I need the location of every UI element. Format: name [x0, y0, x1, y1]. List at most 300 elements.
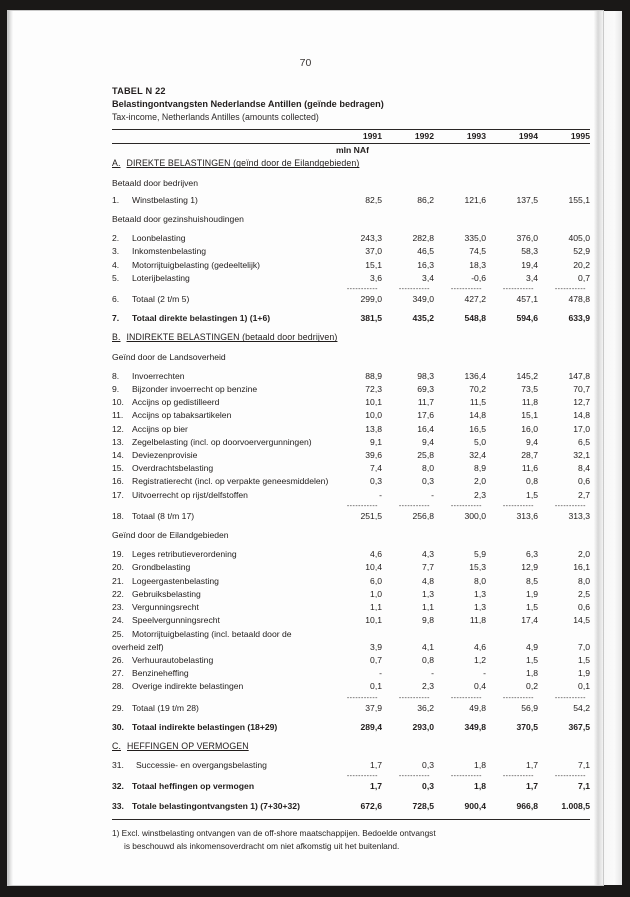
section-a-letter: A. [112, 158, 121, 169]
row-17-value-1995: 2,7 [578, 489, 590, 500]
row-19-value-1992: 4,3 [422, 549, 434, 560]
row-29-value-1994: 56,9 [521, 702, 538, 713]
row-33-value-1992: 728,5 [412, 800, 434, 811]
row-30-value-1993: 349,8 [464, 721, 486, 732]
row-28-value-1995: 0,1 [578, 681, 590, 692]
row-14-value-1993: 32,4 [469, 450, 486, 461]
table-row [112, 601, 590, 614]
unit-row [112, 144, 590, 158]
table-content [112, 85, 590, 853]
row-17-value-1993: 2,3 [474, 489, 486, 500]
row-24-value-1993: 11,8 [469, 615, 486, 626]
row-1-label: Winstbelasting 1) [132, 194, 198, 205]
dots-1993: ----------- [450, 694, 482, 702]
table-row [112, 680, 590, 693]
row-30-value-1991: 289,4 [360, 721, 382, 732]
row-13-value-1992: 9,4 [422, 436, 434, 447]
table-row [112, 370, 590, 383]
row-33-value-1993: 900,4 [464, 800, 486, 811]
footnote-line2: is beschouwd als inkomensoverdracht om niet afkomstig uit het buitenland. [124, 840, 400, 851]
row-13-number: 13. [112, 436, 124, 447]
row-8-value-1995: 147,8 [568, 370, 590, 381]
unit-label: mln NAf [336, 145, 369, 156]
row-28-label: Overige indirekte belastingen [132, 681, 244, 692]
row-23-value-1991: 1,1 [370, 602, 382, 613]
row-13-label: Zegelbelasting (incl. op doorvoervergunningen) [132, 436, 312, 447]
table-row [112, 702, 590, 715]
row-12-value-1994: 16,0 [521, 423, 538, 434]
row-31-value-1991: 1,7 [370, 760, 382, 771]
row-26-value-1992: 0,8 [422, 654, 434, 665]
row-20-label: Grondbelasting [132, 562, 191, 573]
row-6-label: Totaal (2 t/m 5) [132, 294, 190, 305]
table-row [112, 654, 590, 667]
row-8-label: Invoerrechten [132, 370, 185, 381]
table-row [112, 575, 590, 588]
row-22-value-1995: 2,5 [578, 588, 590, 599]
row-29-value-1993: 49,8 [469, 702, 486, 713]
row-19-value-1994: 6,3 [526, 549, 538, 560]
row-2-label: Loonbelasting [132, 233, 186, 244]
dots-1994: ----------- [502, 502, 534, 510]
row-12-label: Accijns op bier [132, 423, 188, 434]
row-19-value-1991: 4,6 [370, 549, 382, 560]
row-11-value-1995: 14,8 [573, 410, 590, 421]
table-row [112, 462, 590, 475]
section-c-title: HEFFINGEN OP VERMOGEN [127, 740, 249, 751]
row-13-value-1993: 5,0 [474, 436, 486, 447]
row-25-value-1991: 3,9 [370, 641, 382, 652]
row-13-value-1995: 6,5 [578, 436, 590, 447]
row-29-value-1995: 54,2 [573, 702, 590, 713]
row-18-number: 18. [112, 510, 124, 521]
table-row [112, 272, 590, 285]
row-28-value-1994: 0,2 [526, 681, 538, 692]
section-b-letter: B. [112, 332, 121, 343]
row-29-value-1992: 36,2 [417, 702, 434, 713]
row-5-value-1995: 0,7 [578, 272, 590, 283]
row-32-value-1995: 7,1 [578, 781, 590, 792]
row-4-value-1992: 16,3 [417, 259, 434, 270]
row-10-number: 10. [112, 397, 124, 408]
row-18-label: Totaal (8 t/m 17) [132, 510, 195, 521]
row-21-value-1995: 8,0 [578, 575, 590, 586]
row-28-value-1993: 0,4 [474, 681, 486, 692]
row-21-value-1992: 4,8 [422, 575, 434, 586]
subtotal-separator [112, 285, 590, 293]
row-25-value-1994: 4,9 [526, 641, 538, 652]
row-3-value-1994: 58,3 [521, 246, 538, 257]
row-14-value-1992: 25,8 [417, 450, 434, 461]
row-6-value-1994: 457,1 [516, 294, 538, 305]
row-24-value-1992: 9,8 [422, 615, 434, 626]
subhead-collected-by-country-row [112, 351, 590, 364]
row-24-label: Speelvergunningsrecht [132, 615, 220, 626]
row-7-value-1995: 633,9 [568, 313, 590, 324]
row-27-value-1995: 1,9 [578, 668, 590, 679]
table-row [112, 396, 590, 409]
row-27-value-1992: - [431, 668, 434, 679]
row-1-value-1993: 121,6 [464, 194, 486, 205]
section-b-row [112, 331, 590, 344]
row-7-label: Totaal direkte belastingen 1) (1+6) [132, 313, 271, 324]
row-4-value-1991: 15,1 [365, 259, 382, 270]
row-10-label: Accijns op gedistilleerd [132, 397, 220, 408]
row-5-value-1992: 3,4 [422, 272, 434, 283]
row-15-value-1995: 8,4 [578, 463, 590, 474]
row-6-value-1995: 478,8 [568, 294, 590, 305]
dots-1994: ----------- [502, 773, 534, 781]
row-11-number: 11. [112, 410, 124, 421]
row-27-value-1991: - [379, 668, 382, 679]
row-13-value-1994: 9,4 [526, 436, 538, 447]
dots-1993: ----------- [450, 773, 482, 781]
row-10-value-1992: 11,7 [417, 397, 434, 408]
subhead-collected-by-islands-row [112, 529, 590, 542]
table-row [112, 800, 590, 813]
row-14-label: Deviezenprovisie [132, 450, 198, 461]
table-row [112, 721, 590, 734]
row-27-value-1994: 1,8 [526, 668, 538, 679]
header-year-1993: 1993 [466, 131, 486, 141]
row-25-value-1993: 4,6 [474, 641, 486, 652]
row-33-value-1994: 966,8 [516, 800, 538, 811]
table-title-nl: Belastingontvangsten Nederlandse Antillen (geïnde bedragen) [112, 99, 384, 109]
subhead-paid-by-households-row [112, 213, 590, 226]
section-c-row [112, 740, 590, 753]
row-11-value-1991: 10,0 [365, 410, 382, 421]
row-6-value-1993: 427,2 [464, 294, 486, 305]
row-11-value-1992: 17,6 [417, 410, 434, 421]
row-25-label-line2: overheid zelf) [112, 641, 164, 652]
row-24-number: 24. [112, 615, 124, 626]
subhead-paid-by-households: Betaald door gezinshuishoudingen [112, 214, 244, 225]
row-23-label: Vergunningsrecht [132, 602, 199, 613]
row-2-value-1991: 243,3 [360, 233, 382, 244]
row-19-number: 19. [112, 549, 124, 560]
row-1-value-1995: 155,1 [568, 194, 590, 205]
footnote-line1: 1) Excl. winstbelasting ontvangen van de off-shore maatschappijen. Bedoelde ontvangst [112, 827, 436, 838]
row-20-value-1994: 12,9 [521, 562, 538, 573]
row-12-value-1995: 17,0 [573, 423, 590, 434]
table-row [112, 510, 590, 523]
dots-1991: ----------- [346, 773, 378, 781]
row-9-value-1991: 72,3 [365, 384, 382, 395]
table-row [112, 449, 590, 462]
row-22-number: 22. [112, 588, 124, 599]
row-7-value-1991: 381,5 [360, 313, 382, 324]
header-year-1995: 1995 [570, 131, 590, 141]
row-19-value-1993: 5,9 [474, 549, 486, 560]
row-29-label: Totaal (19 t/m 28) [132, 702, 199, 713]
row-4-value-1995: 20,2 [573, 259, 590, 270]
row-5-label: Loterijbelasting [132, 272, 190, 283]
row-26-value-1991: 0,7 [370, 654, 382, 665]
table-row [112, 423, 590, 436]
row-18-value-1995: 313,3 [568, 510, 590, 521]
row-20-number: 20. [112, 562, 124, 573]
header-year-1991: 1991 [362, 131, 382, 141]
row-29-number: 29. [112, 702, 124, 713]
row-17-value-1994: 1,5 [526, 489, 538, 500]
dots-1995: ----------- [554, 286, 586, 294]
row-33-label: Totale belastingontvangsten 1) (7+30+32) [132, 800, 300, 811]
row-32-label: Totaal heffingen op vermogen [132, 781, 255, 792]
dots-1993: ----------- [450, 286, 482, 294]
table-row [112, 194, 590, 207]
row-15-value-1993: 8,9 [474, 463, 486, 474]
row-16-number: 16. [112, 476, 124, 487]
row-31-value-1992: 0,3 [422, 760, 434, 771]
footer-rule [112, 819, 590, 820]
row-25-value-1995: 7,0 [578, 641, 590, 652]
row-10-value-1994: 11,8 [521, 397, 538, 408]
row-28-value-1992: 2,3 [422, 681, 434, 692]
row-20-value-1992: 7,7 [422, 562, 434, 573]
row-5-value-1994: 3,4 [526, 272, 538, 283]
table-row [112, 561, 590, 574]
section-a-row [112, 157, 590, 170]
page-number: 70 [299, 57, 312, 69]
row-21-value-1993: 8,0 [474, 575, 486, 586]
row-12-value-1992: 16,4 [417, 423, 434, 434]
row-5-number: 5. [112, 272, 120, 283]
row-15-label: Overdrachtsbelasting [132, 463, 214, 474]
dots-1994: ----------- [502, 694, 534, 702]
row-16-value-1993: 2,0 [474, 476, 486, 487]
dots-1991: ----------- [346, 286, 378, 294]
row-10-value-1991: 10,1 [365, 397, 382, 408]
row-23-value-1993: 1,3 [474, 602, 486, 613]
subtotal-separator [112, 772, 590, 780]
row-19-label: Leges retributieverordening [132, 549, 237, 560]
row-30-value-1995: 367,5 [568, 721, 590, 732]
row-15-number: 15. [112, 463, 124, 474]
row-16-value-1994: 0,8 [526, 476, 538, 487]
table-row [112, 475, 590, 488]
row-5-value-1991: 3,6 [370, 272, 382, 283]
row-26-label: Verhuurautobelasting [132, 654, 214, 665]
row-3-label: Inkomstenbelasting [132, 246, 207, 257]
row-25-number: 25. [112, 628, 124, 639]
row-30-number: 30. [112, 721, 124, 732]
header-year-1994: 1994 [518, 131, 538, 141]
row-21-label: Logeergastenbelasting [132, 575, 219, 586]
table-row [112, 667, 590, 680]
row-2-value-1993: 335,0 [464, 233, 486, 244]
row-9-value-1993: 70,2 [469, 384, 486, 395]
row-1-value-1992: 86,2 [417, 194, 434, 205]
row-18-value-1991: 251,5 [360, 510, 382, 521]
row-20-value-1991: 10,4 [365, 562, 382, 573]
row-1-number: 1. [112, 194, 120, 205]
row-14-value-1995: 32,1 [573, 450, 590, 461]
row-9-value-1994: 73,5 [521, 384, 538, 395]
dots-1995: ----------- [554, 694, 586, 702]
row-8-value-1991: 88,9 [365, 370, 382, 381]
table-row [112, 614, 590, 627]
section-c-letter: C. [112, 740, 121, 751]
row-2-number: 2. [112, 233, 120, 244]
subhead-paid-by-companies: Betaald door bedrijven [112, 177, 198, 188]
row-8-value-1994: 145,2 [516, 370, 538, 381]
row-12-value-1991: 13,8 [365, 423, 382, 434]
row-2-value-1994: 376,0 [516, 233, 538, 244]
row-7-value-1993: 548,8 [464, 313, 486, 324]
table-row [112, 232, 590, 245]
row-25-label: Motorrijtuigbelasting (incl. betaald door de [132, 628, 292, 639]
row-31-value-1994: 1,7 [526, 760, 538, 771]
row-10-value-1995: 12,7 [573, 397, 590, 408]
table-row [112, 588, 590, 601]
row-19-value-1995: 2,0 [578, 549, 590, 560]
table-row [112, 245, 590, 258]
subhead-collected-by-country: Geïnd door de Landsoverheid [112, 351, 226, 362]
table-title-en: Tax-income, Netherlands Antilles (amounts collected) [112, 112, 319, 122]
row-31-value-1993: 1,8 [474, 760, 486, 771]
table-row-continuation [112, 641, 590, 654]
row-20-value-1995: 16,1 [573, 562, 590, 573]
dots-1992: ----------- [398, 773, 430, 781]
row-6-value-1992: 349,0 [412, 294, 434, 305]
column-header-row [112, 130, 590, 143]
row-29-value-1991: 37,9 [365, 702, 382, 713]
table-row [112, 628, 590, 641]
row-26-number: 26. [112, 654, 124, 665]
section-b-heading [112, 331, 590, 344]
row-32-value-1991: 1,7 [370, 781, 382, 792]
row-20-value-1993: 15,3 [469, 562, 486, 573]
row-10-value-1993: 11,5 [469, 397, 486, 408]
row-2-value-1995: 405,0 [568, 233, 590, 244]
row-11-label: Accijns op tabaksartikelen [132, 410, 232, 421]
row-8-value-1993: 136,4 [464, 370, 486, 381]
row-4-label: Motorrijtuigbelasting (gedeeltelijk) [132, 259, 261, 270]
row-12-number: 12. [112, 423, 124, 434]
row-31-number: 31. [112, 760, 124, 771]
subhead-paid-by-companies-row [112, 177, 590, 190]
row-1-value-1994: 137,5 [516, 194, 538, 205]
row-18-value-1994: 313,6 [516, 510, 538, 521]
row-22-value-1992: 1,3 [422, 588, 434, 599]
dots-1992: ----------- [398, 694, 430, 702]
row-4-number: 4. [112, 259, 120, 270]
row-21-value-1994: 8,5 [526, 575, 538, 586]
row-3-value-1992: 46,5 [417, 246, 434, 257]
row-17-number: 17. [112, 489, 124, 500]
dots-1992: ----------- [398, 502, 430, 510]
row-15-value-1994: 11,6 [521, 463, 538, 474]
row-7-value-1994: 594,6 [516, 313, 538, 324]
row-23-number: 23. [112, 602, 124, 613]
table-id: TABEL N 22 [112, 86, 166, 96]
row-33-value-1995: 1.008,5 [561, 800, 590, 811]
row-28-number: 28. [112, 681, 124, 692]
row-6-value-1991: 299,0 [360, 294, 382, 305]
row-4-value-1993: 18,3 [469, 259, 486, 270]
row-21-number: 21. [112, 575, 124, 586]
subtotal-separator [112, 694, 590, 702]
row-17-label: Uitvoerrecht op rijst/delfstoffen [132, 489, 248, 500]
header-blank [112, 130, 330, 143]
row-15-value-1992: 8,0 [422, 463, 434, 474]
row-31-label: Successie- en overgangsbelasting [136, 760, 267, 771]
table-row [112, 548, 590, 561]
row-2-value-1992: 282,8 [412, 233, 434, 244]
row-32-value-1992: 0,3 [422, 781, 434, 792]
header-year-1992: 1992 [414, 131, 434, 141]
row-22-label: Gebruiksbelasting [132, 588, 201, 599]
row-24-value-1991: 10,1 [365, 615, 382, 626]
row-17-value-1992: - [431, 489, 434, 500]
row-8-value-1992: 98,3 [417, 370, 434, 381]
row-30-value-1994: 370,5 [516, 721, 538, 732]
table-row [112, 409, 590, 422]
row-32-value-1993: 1,8 [474, 781, 486, 792]
footnote [112, 827, 590, 853]
row-22-value-1994: 1,9 [526, 588, 538, 599]
dots-1992: ----------- [398, 286, 430, 294]
row-26-value-1993: 1,2 [474, 654, 486, 665]
row-18-value-1993: 300,0 [464, 510, 486, 521]
row-32-value-1994: 1,7 [526, 781, 538, 792]
row-9-value-1992: 69,3 [417, 384, 434, 395]
row-13-value-1991: 9,1 [370, 436, 382, 447]
row-22-value-1993: 1,3 [474, 588, 486, 599]
row-23-value-1992: 1,1 [422, 602, 434, 613]
row-4-value-1994: 19,4 [521, 259, 538, 270]
row-27-number: 27. [112, 668, 124, 679]
row-33-value-1991: 672,6 [360, 800, 382, 811]
row-3-value-1995: 52,9 [573, 246, 590, 257]
section-c-heading [112, 740, 590, 753]
row-11-value-1994: 15,1 [521, 410, 538, 421]
dots-1991: ----------- [346, 694, 378, 702]
row-16-value-1995: 0,6 [578, 476, 590, 487]
table-row [112, 759, 590, 772]
subtotal-separator [112, 502, 590, 510]
table-row [112, 312, 590, 325]
page-edge-right [603, 11, 622, 885]
section-a-heading [112, 157, 590, 170]
row-12-value-1993: 16,5 [469, 423, 486, 434]
row-30-label: Totaal indirekte belastingen (18+29) [132, 721, 278, 732]
row-21-value-1991: 6,0 [370, 575, 382, 586]
row-16-value-1992: 0,3 [422, 476, 434, 487]
section-a-title: DIREKTE BELASTINGEN (geïnd door de Eilandgebieden) [126, 158, 360, 169]
row-23-value-1995: 0,6 [578, 602, 590, 613]
row-28-value-1991: 0,1 [370, 681, 382, 692]
row-26-value-1995: 1,5 [578, 654, 590, 665]
row-1-value-1991: 82,5 [365, 194, 382, 205]
row-15-value-1991: 7,4 [370, 463, 382, 474]
row-16-label: Registratierecht (incl. op verpakte geneesmiddelen) [132, 476, 329, 487]
dots-1993: ----------- [450, 502, 482, 510]
subhead-collected-by-islands: Geïnd door de Eilandgebieden [112, 530, 229, 541]
table-row [112, 383, 590, 396]
row-11-value-1993: 14,8 [469, 410, 486, 421]
row-3-value-1993: 74,5 [469, 246, 486, 257]
row-14-value-1994: 28,7 [521, 450, 538, 461]
row-3-value-1991: 37,0 [365, 246, 382, 257]
row-14-value-1991: 39,6 [365, 450, 382, 461]
tax-income-table [112, 129, 590, 813]
row-22-value-1991: 1,0 [370, 588, 382, 599]
row-6-number: 6. [112, 294, 120, 305]
dots-1991: ----------- [346, 502, 378, 510]
row-24-value-1995: 14,5 [573, 615, 590, 626]
dots-1995: ----------- [554, 502, 586, 510]
